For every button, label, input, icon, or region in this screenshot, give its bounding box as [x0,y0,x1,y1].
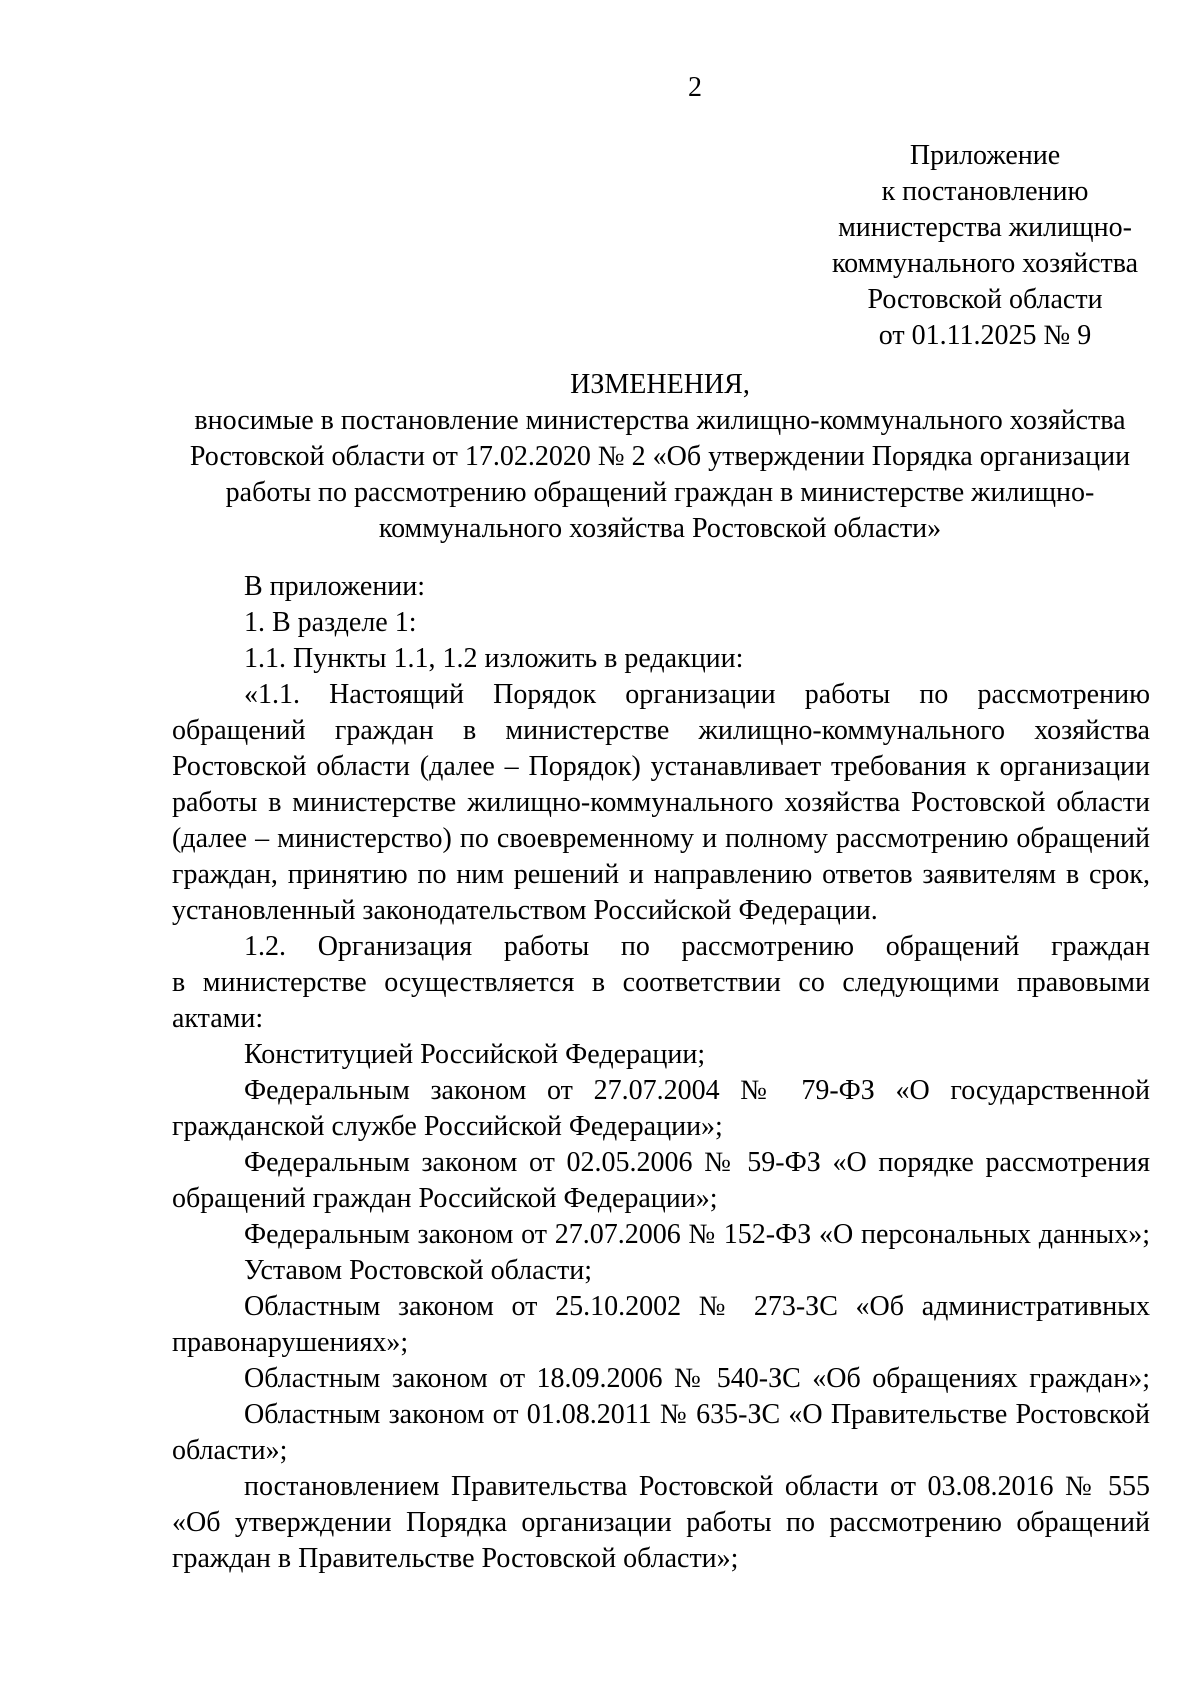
legal-act-line: правонарушениях»; [172,1327,409,1358]
text-line: граждан, принятию по ним решений и направлению ответов заявителям в срок, [172,859,1150,890]
title-subtitle-line: вносимые в постановление министерства жилищно-коммунального хозяйства [194,405,1126,436]
section-line: 1. В разделе 1: [244,607,417,638]
appendix-header [800,138,1170,354]
legal-act-line: области»; [172,1435,288,1466]
legal-acts-list [172,1037,1150,1577]
legal-act-line: Уставом Ростовской области; [244,1255,593,1286]
legal-act-line: обращений граждан Российской Федерации»; [172,1183,718,1214]
legal-act-line: Федеральным законом от 27.07.2006 № 152-ФЗ «О персональных данных»; [244,1219,1150,1250]
text-line: обращений граждан в министерстве жилищно-коммунального хозяйства [172,715,1150,746]
appendix-line: Ростовской области [867,284,1103,315]
legal-act-line: гражданской службе Российской Федерации»; [172,1111,723,1142]
legal-act-line: Областным законом от 01.08.2011 № 635-ЗС «О Правительстве Ростовской [244,1399,1150,1430]
text-line: актами: [172,1003,264,1034]
appendix-line: коммунального хозяйства [831,248,1139,279]
legal-act-line: постановлением Правительства Ростовской области от 03.08.2016 № 555 [244,1471,1150,1502]
document-title [165,367,1155,547]
document-body [172,569,1150,1577]
appendix-line: Приложение [909,140,1061,171]
title-subtitle-line: Ростовской области от 17.02.2020 № 2 «Об утверждении Порядка организации [189,441,1131,472]
legal-act-line: Федеральным законом от 27.07.2004 № 79-ФЗ «О государственной [244,1075,1150,1106]
text-line: в министерстве осуществляется в соответствии со следующими правовыми [172,967,1150,998]
intro-line: В приложении: [244,571,426,602]
item-line: 1.1. Пункты 1.1, 1.2 изложить в редакции: [244,643,744,674]
page-number: 2 [688,72,702,103]
legal-act-line: Федеральным законом от 02.05.2006 № 59-ФЗ «О порядке рассмотрения [244,1147,1150,1178]
text-line: работы в министерстве жилищно-коммунального хозяйства Ростовской области [172,787,1150,818]
text-line: (далее – министерство) по своевременному и полному рассмотрению обращений [172,823,1150,854]
text-line: установленный законодательством Российской Федерации. [172,895,878,926]
text-line: 1.2. Организация работы по рассмотрению обращений граждан [244,931,1150,962]
title-subtitle-line: работы по рассмотрению обращений граждан в министерстве жилищно- [225,477,1095,508]
title-subtitle-line: коммунального хозяйства Ростовской области» [378,513,942,544]
text-line: «1.1. Настоящий Порядок организации работы по рассмотрению [244,679,1150,710]
legal-act-line: граждан в Правительстве Ростовской области»; [172,1543,739,1574]
title-heading: ИЗМЕНЕНИЯ, [570,369,750,400]
legal-act-line: Областным законом от 25.10.2002 № 273-ЗС «Об административных [244,1291,1150,1322]
legal-act-line: Областным законом от 18.09.2006 № 540-ЗС «Об обращениях граждан»; [244,1363,1150,1394]
paragraph-1-1 [172,677,1150,929]
paragraph-1-2 [172,929,1150,1037]
appendix-line: к постановлению [881,176,1089,207]
text-line: Ростовской области (далее – Порядок) устанавливает требования к организации [172,751,1150,782]
legal-act-line: Конституцией Российской Федерации; [244,1039,706,1070]
legal-act-line: «Об утверждении Порядка организации работы по рассмотрению обращений [172,1507,1150,1538]
appendix-line: министерства жилищно- [838,212,1132,243]
appendix-line: от 01.11.2025 № 9 [878,320,1092,351]
